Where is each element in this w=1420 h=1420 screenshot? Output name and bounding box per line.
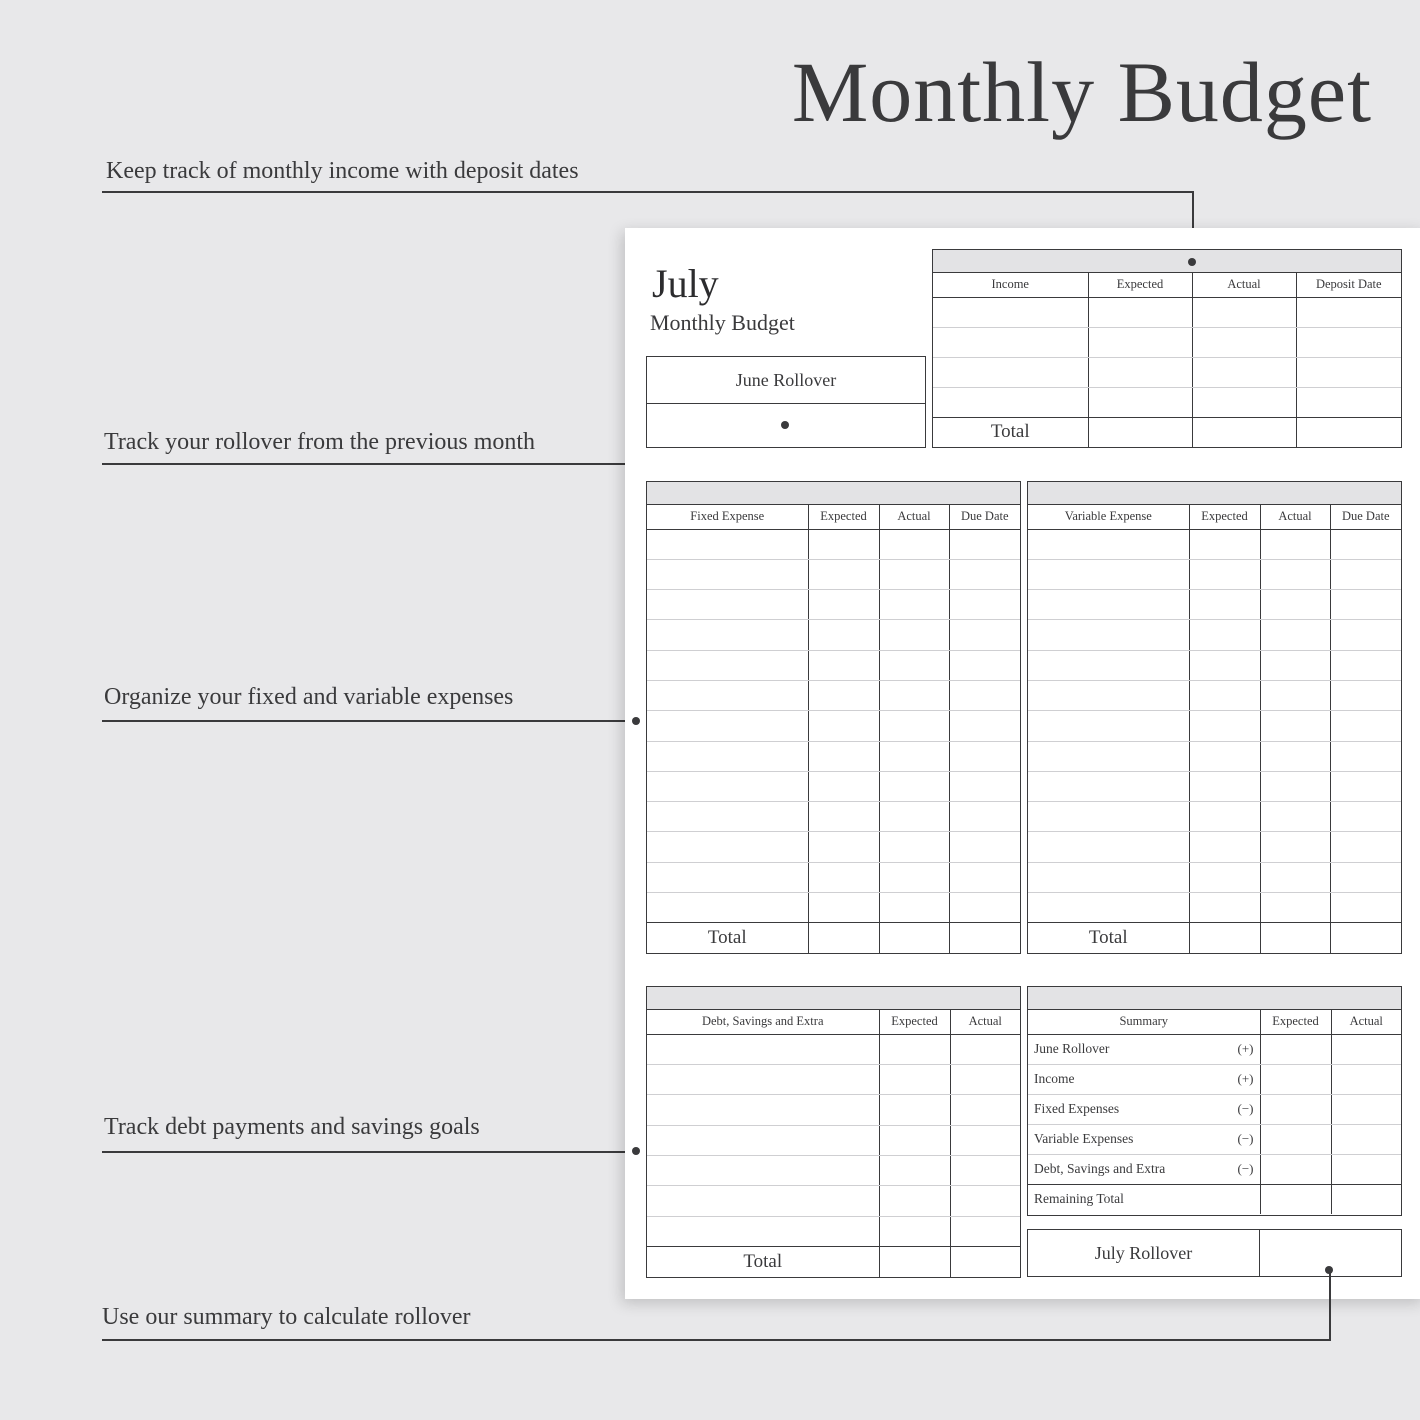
debt-grid [647, 1010, 1020, 1277]
rollover-in-box [646, 356, 926, 448]
summary-col-actual: Actual [1331, 1010, 1401, 1034]
summary-row-fixed-expenses [1028, 1094, 1401, 1124]
rollover-out-box [1027, 1229, 1402, 1277]
callout-summary-dot [1325, 1266, 1333, 1274]
table-row[interactable] [647, 590, 1020, 620]
table-row[interactable] [1028, 620, 1401, 650]
variable-table-header-bar [1028, 482, 1401, 505]
table-row[interactable] [1028, 680, 1401, 710]
debt-savings-table [646, 986, 1021, 1278]
income-table-header-bar [933, 250, 1401, 273]
table-row[interactable] [1028, 771, 1401, 801]
income-col-actual: Actual [1192, 273, 1296, 297]
remaining-total-label: Remaining Total [1028, 1184, 1260, 1214]
fixed-table-header-bar [647, 482, 1020, 505]
table-row[interactable] [647, 1216, 1020, 1246]
income-table [932, 249, 1402, 448]
debt-total-label: Total [647, 1247, 879, 1277]
callout-income-underline [102, 191, 1193, 193]
callout-debt: Track debt payments and savings goals [104, 1114, 480, 1140]
summary-col-expected: Expected [1260, 1010, 1331, 1034]
summary-table [1027, 986, 1402, 1216]
summary-row-sign: (−) [1237, 1131, 1254, 1146]
callout-summary-underline [102, 1339, 1331, 1341]
table-row[interactable] [647, 1125, 1020, 1155]
table-row[interactable] [1028, 529, 1401, 559]
table-row[interactable] [647, 1095, 1020, 1125]
callout-summary: Use our summary to calculate rollover [102, 1304, 471, 1330]
debt-col-actual: Actual [950, 1010, 1020, 1034]
fixed-col-expense: Fixed Expense [647, 505, 808, 529]
summary-row-remaining [1028, 1184, 1401, 1214]
table-row[interactable] [647, 620, 1020, 650]
debt-table-header-bar [647, 987, 1020, 1010]
variable-col-expected: Expected [1189, 505, 1260, 529]
rollover-out-label: July Rollover [1028, 1230, 1260, 1276]
month-title: July [652, 261, 719, 306]
summary-row-sign: (+) [1237, 1041, 1254, 1056]
income-col-income: Income [933, 273, 1088, 297]
summary-row-label: Fixed Expenses [1034, 1101, 1120, 1116]
table-row[interactable] [647, 1186, 1020, 1216]
table-row[interactable] [647, 832, 1020, 862]
table-row[interactable] [647, 741, 1020, 771]
table-row[interactable] [647, 711, 1020, 741]
table-row[interactable] [647, 680, 1020, 710]
table-row[interactable] [647, 1156, 1020, 1186]
table-row[interactable] [1028, 650, 1401, 680]
callout-summary-connector [1329, 1271, 1331, 1340]
table-row[interactable] [647, 771, 1020, 801]
table-row[interactable] [1028, 832, 1401, 862]
table-row[interactable] [647, 862, 1020, 892]
table-row[interactable] [1028, 741, 1401, 771]
summary-row-june-rollover [1028, 1034, 1401, 1064]
summary-table-header-bar [1028, 987, 1401, 1010]
callout-debt-dot [632, 1147, 640, 1155]
table-row[interactable] [647, 559, 1020, 589]
table-row[interactable] [647, 650, 1020, 680]
debt-col-expected: Expected [879, 1010, 950, 1034]
income-col-expected: Expected [1088, 273, 1192, 297]
callout-rollover: Track your rollover from the previous month [104, 429, 536, 455]
summary-row-label: Income [1034, 1071, 1075, 1086]
table-row[interactable] [933, 357, 1401, 387]
rollover-in-label: June Rollover [647, 357, 925, 404]
callout-rollover-dot [781, 421, 789, 429]
table-row[interactable] [647, 1064, 1020, 1094]
sheet-subtitle: Monthly Budget [650, 310, 795, 335]
summary-row-income [1028, 1064, 1401, 1094]
table-row[interactable] [1028, 559, 1401, 589]
fixed-col-due-date: Due Date [949, 505, 1020, 529]
table-row[interactable] [933, 327, 1401, 357]
summary-row-label: Debt, Savings and Extra [1034, 1161, 1166, 1176]
summary-col-label: Summary [1028, 1010, 1260, 1034]
fixed-expense-table [646, 481, 1021, 954]
variable-col-due-date: Due Date [1330, 505, 1401, 529]
table-row[interactable] [933, 387, 1401, 417]
variable-total-label: Total [1028, 923, 1189, 953]
callout-income: Keep track of monthly income with deposit dates [106, 158, 579, 184]
summary-row-variable-expenses [1028, 1124, 1401, 1154]
budget-sheet [625, 228, 1420, 1299]
table-row[interactable] [1028, 862, 1401, 892]
variable-col-actual: Actual [1260, 505, 1330, 529]
callout-expenses-dot [632, 717, 640, 725]
income-col-deposit-date: Deposit Date [1296, 273, 1401, 297]
income-total-label: Total [933, 417, 1088, 447]
summary-row-sign: (−) [1237, 1161, 1254, 1176]
table-row[interactable] [1028, 893, 1401, 923]
fixed-col-expected: Expected [808, 505, 879, 529]
table-row[interactable] [647, 802, 1020, 832]
callout-expenses: Organize your fixed and variable expenses [104, 684, 514, 710]
variable-grid [1028, 505, 1401, 953]
summary-row-label: June Rollover [1034, 1041, 1110, 1056]
variable-col-expense: Variable Expense [1028, 505, 1189, 529]
summary-row-debt-savings [1028, 1154, 1401, 1184]
fixed-total-label: Total [647, 923, 808, 953]
table-row[interactable] [647, 893, 1020, 923]
summary-row-sign: (−) [1237, 1101, 1254, 1116]
callout-income-dot [1188, 258, 1196, 266]
table-row[interactable] [933, 297, 1401, 327]
summary-row-label: Variable Expenses [1034, 1131, 1134, 1146]
variable-expense-table [1027, 481, 1402, 954]
table-row[interactable] [1028, 711, 1401, 741]
table-row[interactable] [1028, 802, 1401, 832]
fixed-col-actual: Actual [879, 505, 949, 529]
table-row[interactable] [1028, 590, 1401, 620]
callout-expenses-underline [102, 720, 636, 722]
page-title: Monthly Budget [791, 44, 1372, 140]
summary-row-sign: (+) [1237, 1071, 1254, 1086]
debt-col-item: Debt, Savings and Extra [647, 1010, 879, 1034]
table-row[interactable] [647, 529, 1020, 559]
table-row[interactable] [647, 1034, 1020, 1064]
callout-debt-underline [102, 1151, 636, 1153]
fixed-grid [647, 505, 1020, 953]
